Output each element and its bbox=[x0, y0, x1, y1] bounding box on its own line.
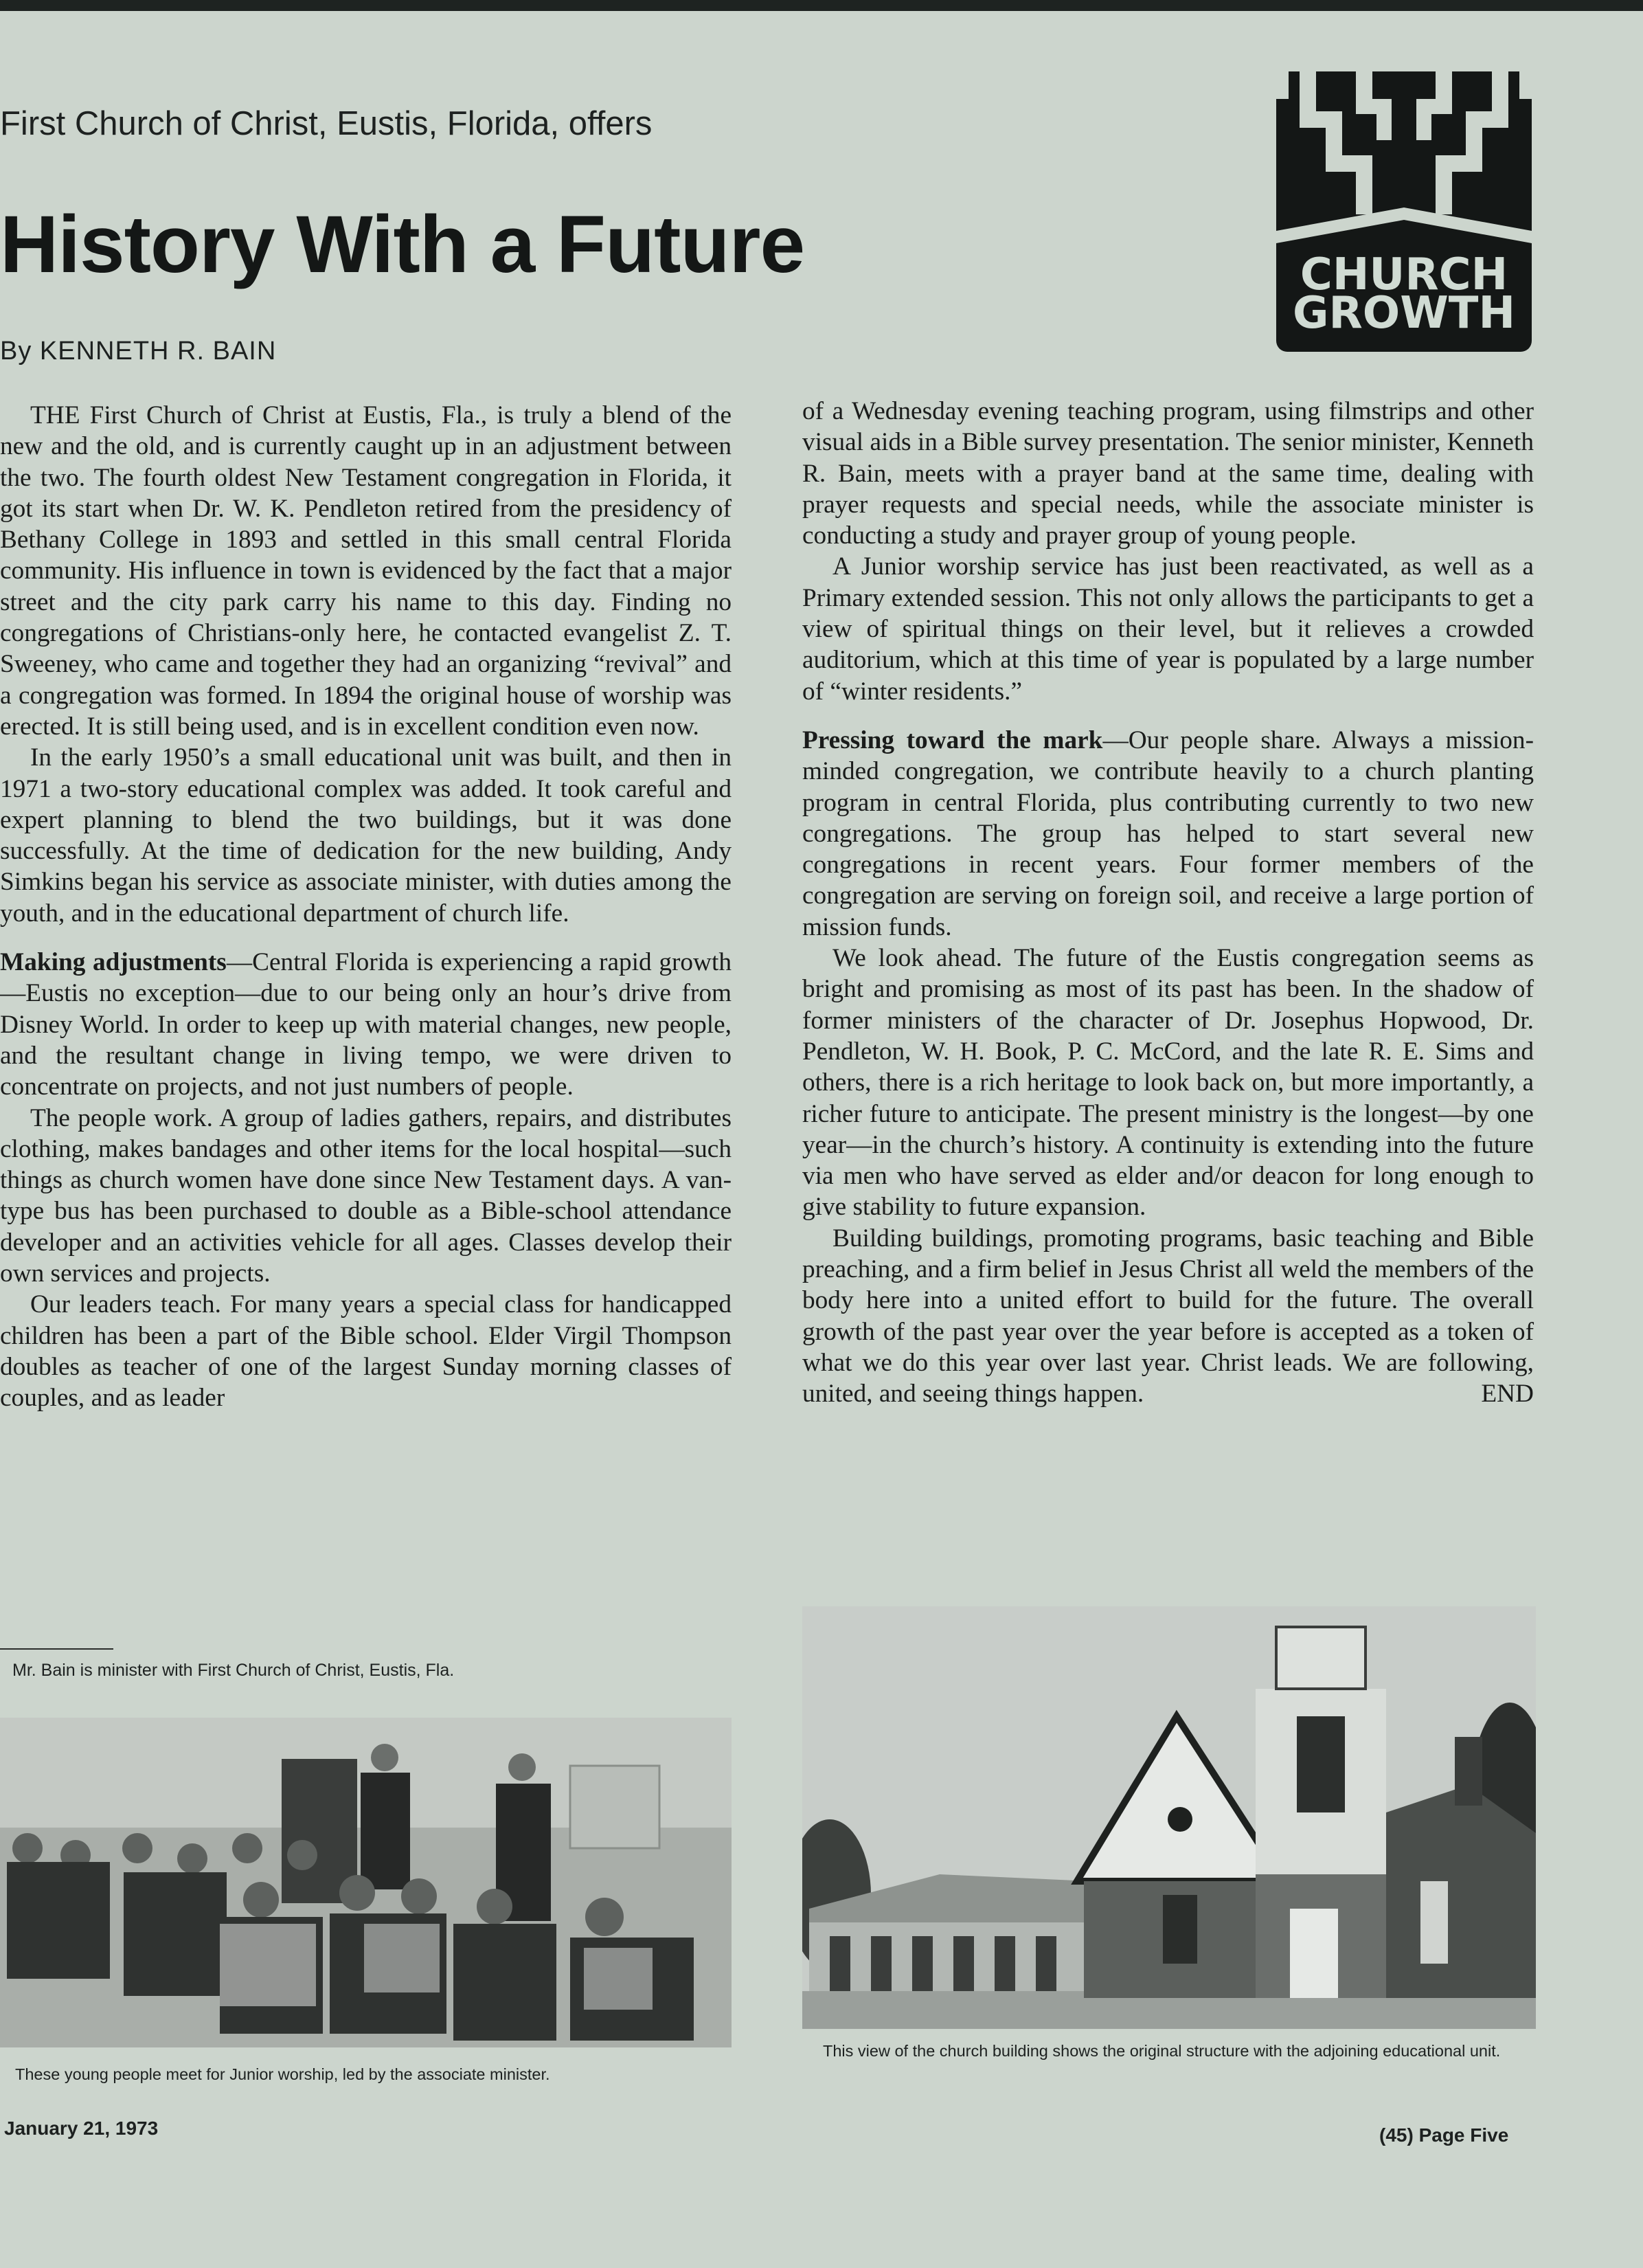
junior-worship-photo bbox=[0, 1718, 732, 2047]
church-growth-logo bbox=[1276, 71, 1532, 352]
paragraph bbox=[802, 1223, 1534, 1410]
footnote-rule bbox=[0, 1648, 113, 1650]
logo-label bbox=[1276, 249, 1532, 339]
logo-label-line2: GROWTH bbox=[1292, 288, 1516, 339]
article-title: History With a Future bbox=[0, 199, 805, 290]
page-top-edge bbox=[0, 0, 1643, 11]
photo1-caption: These young people meet for Junior worship, led by the associate minister. bbox=[15, 2065, 550, 2083]
paragraph: Our leaders teach. For many years a special class for handicapped children has been a part of the Bible school. Elder Virgil Thompson doubles as teacher of one of the largest Sunday morning classes of couples, and as leader bbox=[0, 1290, 732, 1413]
paragraph: We look ahead. The future of the Eustis congregation seems as bright and promising as most of its past has been. In the shadow of former ministers of the character of Dr. Josephus Hopwood, Dr. Pendleton, W. H. Book, P. C. McCord, and the late R. E. Sims and others, there is a rich heritage to look back on, but more importantly, a richer future to anticipate. The present ministry is the longest—by one year—in the church’s history. A continuity is extending into the future via men who have served as elder and/or deacon for long enough to give stability to future expansion. bbox=[802, 944, 1534, 1222]
article-column-1 bbox=[0, 400, 732, 1414]
paragraph: In the early 1950’s a small educational unit was built, and then in 1971 a two-story educational complex was added. It took careful and expert planning to blend the two buildings, but it was done successfully. At the time of dedication for the new building, Andy Simkins began his service as associate minister, with duties among the youth, and in the educational department of church life. bbox=[0, 743, 732, 928]
section-paragraph bbox=[0, 947, 732, 1102]
closing-text: Building buildings, promoting programs, basic teaching and Bible preaching, and a firm belief in Jesus Christ all weld the members of the body here into a united effort to build for the future. The overall growth of the past year over the year before is accepted as a token of what we do this year over last year. Christ leads. We are following, united, and seeing things happen. bbox=[802, 1224, 1534, 1408]
section-paragraph bbox=[802, 725, 1534, 943]
page-number: (45) Page Five bbox=[1379, 2124, 1509, 2146]
photo2-caption: This view of the church building shows the original structure with the adjoining educational unit. bbox=[823, 2042, 1501, 2060]
paragraph: of a Wednesday evening teaching program, using filmstrips and other visual aids in a Bible survey presentation. The senior minister, Kenneth R. Bain, meets with a prayer band at the same time, dealing with prayer requests and special needs, while the associate minister is conducting a study and prayer group of young people. bbox=[802, 397, 1534, 550]
issue-date: January 21, 1973 bbox=[4, 2118, 159, 2139]
paragraph: THE First Church of Christ at Eustis, Fla., is truly a blend of the new and the old, and is currently caught up in an adjustment between the two. The fourth oldest New Testament congregation in Florida, it got its start when Dr. W. K. Pendleton retired from the presidency of Bethany College in 1893 and settled in this small central Florida community. His influence in town is evidenced by the fact that a major street and the city park carry his name to this day. Finding no congregations of Christians-only here, he contacted evangelist Z. T. Sweeney, who came and together they had an organizing “revival” and a congregation was formed. In 1894 the original house of worship was erected. It is still being used, and is in excellent condition even now. bbox=[0, 401, 732, 741]
author-footnote: Mr. Bain is minister with First Church of Christ, Eustis, Fla. bbox=[12, 1661, 455, 1680]
end-mark: END bbox=[1481, 1380, 1534, 1408]
church-building-photo bbox=[802, 1606, 1536, 2029]
article-byline: By KENNETH R. BAIN bbox=[0, 337, 277, 366]
paragraph: A Junior worship service has just been reactivated, as well as a Primary extended session. This not only allows the participants to get a view of spiritual things on their level, but it relieves a crowded auditorium, which at this time of year is populated by a large number of “winter residents.” bbox=[802, 552, 1534, 706]
article-kicker: First Church of Christ, Eustis, Florida, offers bbox=[0, 105, 653, 142]
section-text: —Our people share. Always a mission-minded congregation, we contribute heavily to a church planting program in central Florida, plus contributing currently to two new congregations. The group has helped to start several new congregations in recent years. Four former members of the congregation are serving on foreign soil, and receive a large portion of mission funds. bbox=[802, 726, 1534, 941]
section-heading: Making adjustments bbox=[0, 948, 227, 977]
logo-label-line1: CHURCH bbox=[1300, 249, 1508, 300]
section-text: —Central Florida is experiencing a rapid growth—Eustis no exception—due to our being only an hour’s drive from Disney World. In order to keep up with material changes, new people, and the resultant change in living tempo, we were driven to concentrate on projects, and not just numbers of people. bbox=[0, 948, 732, 1101]
paragraph: The people work. A group of ladies gathers, repairs, and distributes clothing, makes bandages and other items for the local hospital—such things as church women have done since New Testament days. A van-type bus has been purchased to double as a Bible-school attendance developer and an activities vehicle for all ages. Classes develop their own services and projects. bbox=[0, 1103, 732, 1288]
article-column-2 bbox=[802, 396, 1534, 1410]
section-heading: Pressing toward the mark bbox=[802, 726, 1103, 754]
